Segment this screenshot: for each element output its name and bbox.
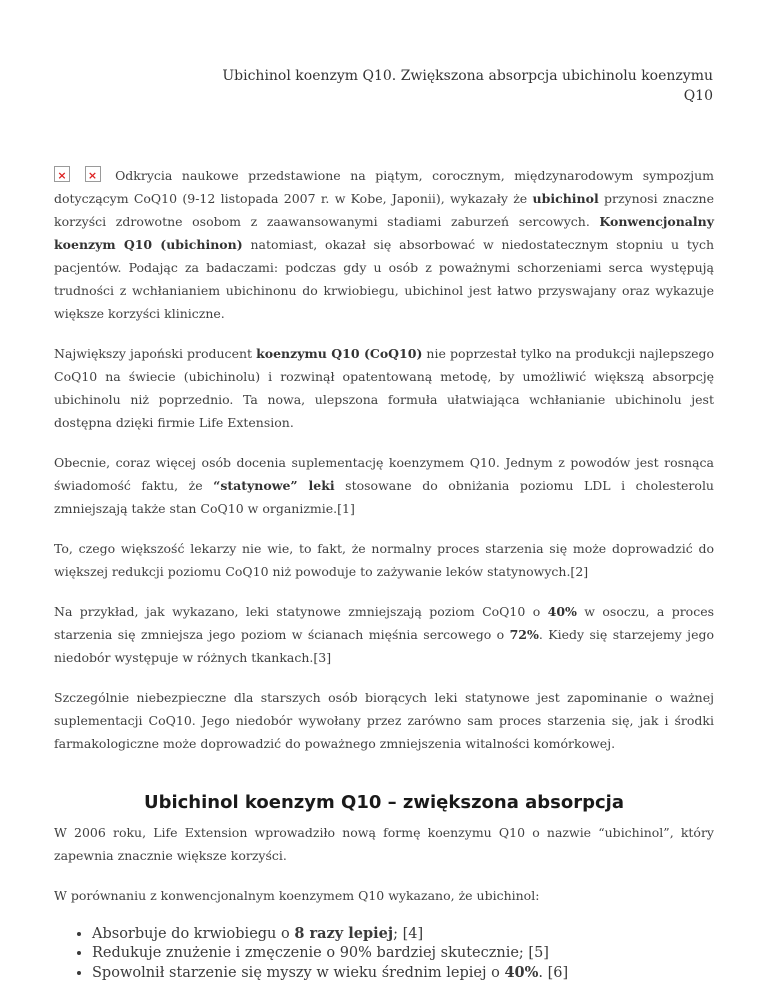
- article-body: [54, 164, 714, 983]
- text-segment: . Kiedy się starzejemy jego niedobór występuje w różnych tkankach.[3]: [54, 627, 714, 665]
- bold-text: 40%: [547, 604, 577, 619]
- list-item: [92, 944, 714, 963]
- section-paragraph: [54, 821, 714, 867]
- text-segment: nie poprzestał tylko na produkcji najlepszego CoQ10 na świecie (ubichinolu) i rozwinął opatentowaną metodę, by umożliwić większą absorpcję ubichinolu niż poprzednio. Ta nowa, ulepszona formuła ułatwiająca wchłanianie ubichinolu jest dostępna dzięki firmie Life Extension.: [54, 346, 714, 430]
- text-segment: W porównaniu z konwencjonalnym koenzymem Q10 wykazano, że ubichinol:: [54, 888, 540, 903]
- text-segment: w osoczu, a proces starzenia się zmniejsza jego poziom w ścianach mięśnia sercowego o: [54, 604, 715, 642]
- text-segment: Największy japoński producent: [54, 346, 257, 361]
- paragraph: [54, 451, 714, 520]
- text-segment: Odkrycia naukowe przedstawione na piątym, corocznym, międzynarodowym sympozjum dotyczącym CoQ10 (9-12 listopada 2007 r. w Kobe, Japonii), wykazały że: [54, 168, 714, 206]
- text-segment: Redukuje znużenie i zmęczenie o 90% bardziej skutecznie; [5]: [92, 945, 549, 961]
- text-segment: Szczególnie niebezpieczne dla starszych osób biorących leki statynowe jest zapominanie o ważnej suplementacji CoQ10. Jego niedobór wywołany przez zarówno sam proces starzenia się, jak i środki farmakologiczne może doprowadzić do poważnego zmniejszenia witalności komórkowej.: [54, 690, 714, 751]
- text-segment: Obecnie, coraz więcej osób docenia suplementację koenzymem Q10. Jednym z powodów jest rosnąca świadomość faktu, że: [54, 455, 714, 493]
- benefits-list: [54, 924, 714, 983]
- list-item: [92, 924, 714, 944]
- bold-text: 72%: [509, 627, 539, 642]
- broken-image-icon: ×: [54, 166, 70, 182]
- bold-text: ubichinol: [532, 191, 599, 206]
- text-segment: przynosi znaczne korzyści zdrowotne osobom z zaawansowanymi stadiami zaburzeń sercowych.: [54, 191, 714, 229]
- text-segment: Na przykład, jak wykazano, leki statynowe zmniejszają poziom CoQ10 o: [54, 604, 548, 619]
- section-heading: Ubichinol koenzym Q10 – zwiększona absorpcja: [143, 792, 625, 813]
- text-segment: Spowolnił starzenie się myszy w wieku średnim lepiej o: [92, 965, 505, 981]
- text-segment: ; [4]: [393, 926, 424, 942]
- intro-text: [54, 168, 714, 321]
- bold-text: “statynowe” leki: [213, 478, 335, 493]
- section-paragraph: [54, 884, 714, 907]
- text-segment: W 2006 roku, Life Extension wprowadziło nową formę koenzymu Q10 o nazwie “ubichinol”, który zapewnia znacznie większe korzyści.: [54, 825, 714, 863]
- text-segment: stosowane do obniżania poziomu LDL i cholesterolu zmniejszają także stan CoQ10 w organizmie.[1]: [54, 478, 714, 516]
- bold-text: koenzymu Q10 (CoQ10): [256, 346, 423, 361]
- intro-paragraph: [54, 164, 714, 325]
- bold-text: 40%: [504, 964, 539, 981]
- text-segment: . [6]: [538, 965, 569, 981]
- bold-text: 8 razy lepiej: [294, 925, 394, 942]
- text-segment: natomiast, okazał się absorbować w niedostatecznym stopniu u tych pacjentów. Podając za badaczami: podczas gdy u osób z poważnymi schorzeniami serca występują trudności z wchłanianiem ubichinonu do krwiobiegu, ubichinol jest łatwo przyswajany oraz wykazuje większe korzyści kliniczne.: [54, 237, 714, 321]
- paragraph: [54, 537, 714, 583]
- bold-text: Konwencjonalny koenzym Q10 (ubichinon): [54, 214, 714, 252]
- broken-image-icon: ×: [85, 166, 101, 182]
- paragraph: [54, 600, 714, 669]
- text-segment: Absorbuje do krwiobiegu o: [92, 926, 295, 942]
- list-item: [92, 963, 714, 983]
- paragraph: [54, 686, 714, 755]
- paragraph: [54, 342, 714, 434]
- document-title: Ubichinol koenzym Q10. Zwiększona absorpcja ubichinolu koenzymu Q10: [222, 68, 713, 104]
- text-segment: To, czego większość lekarzy nie wie, to fakt, że normalny proces starzenia się może doprowadzić do większej redukcji poziomu CoQ10 niż powoduje to zażywanie leków statynowych.[2]: [54, 541, 714, 579]
